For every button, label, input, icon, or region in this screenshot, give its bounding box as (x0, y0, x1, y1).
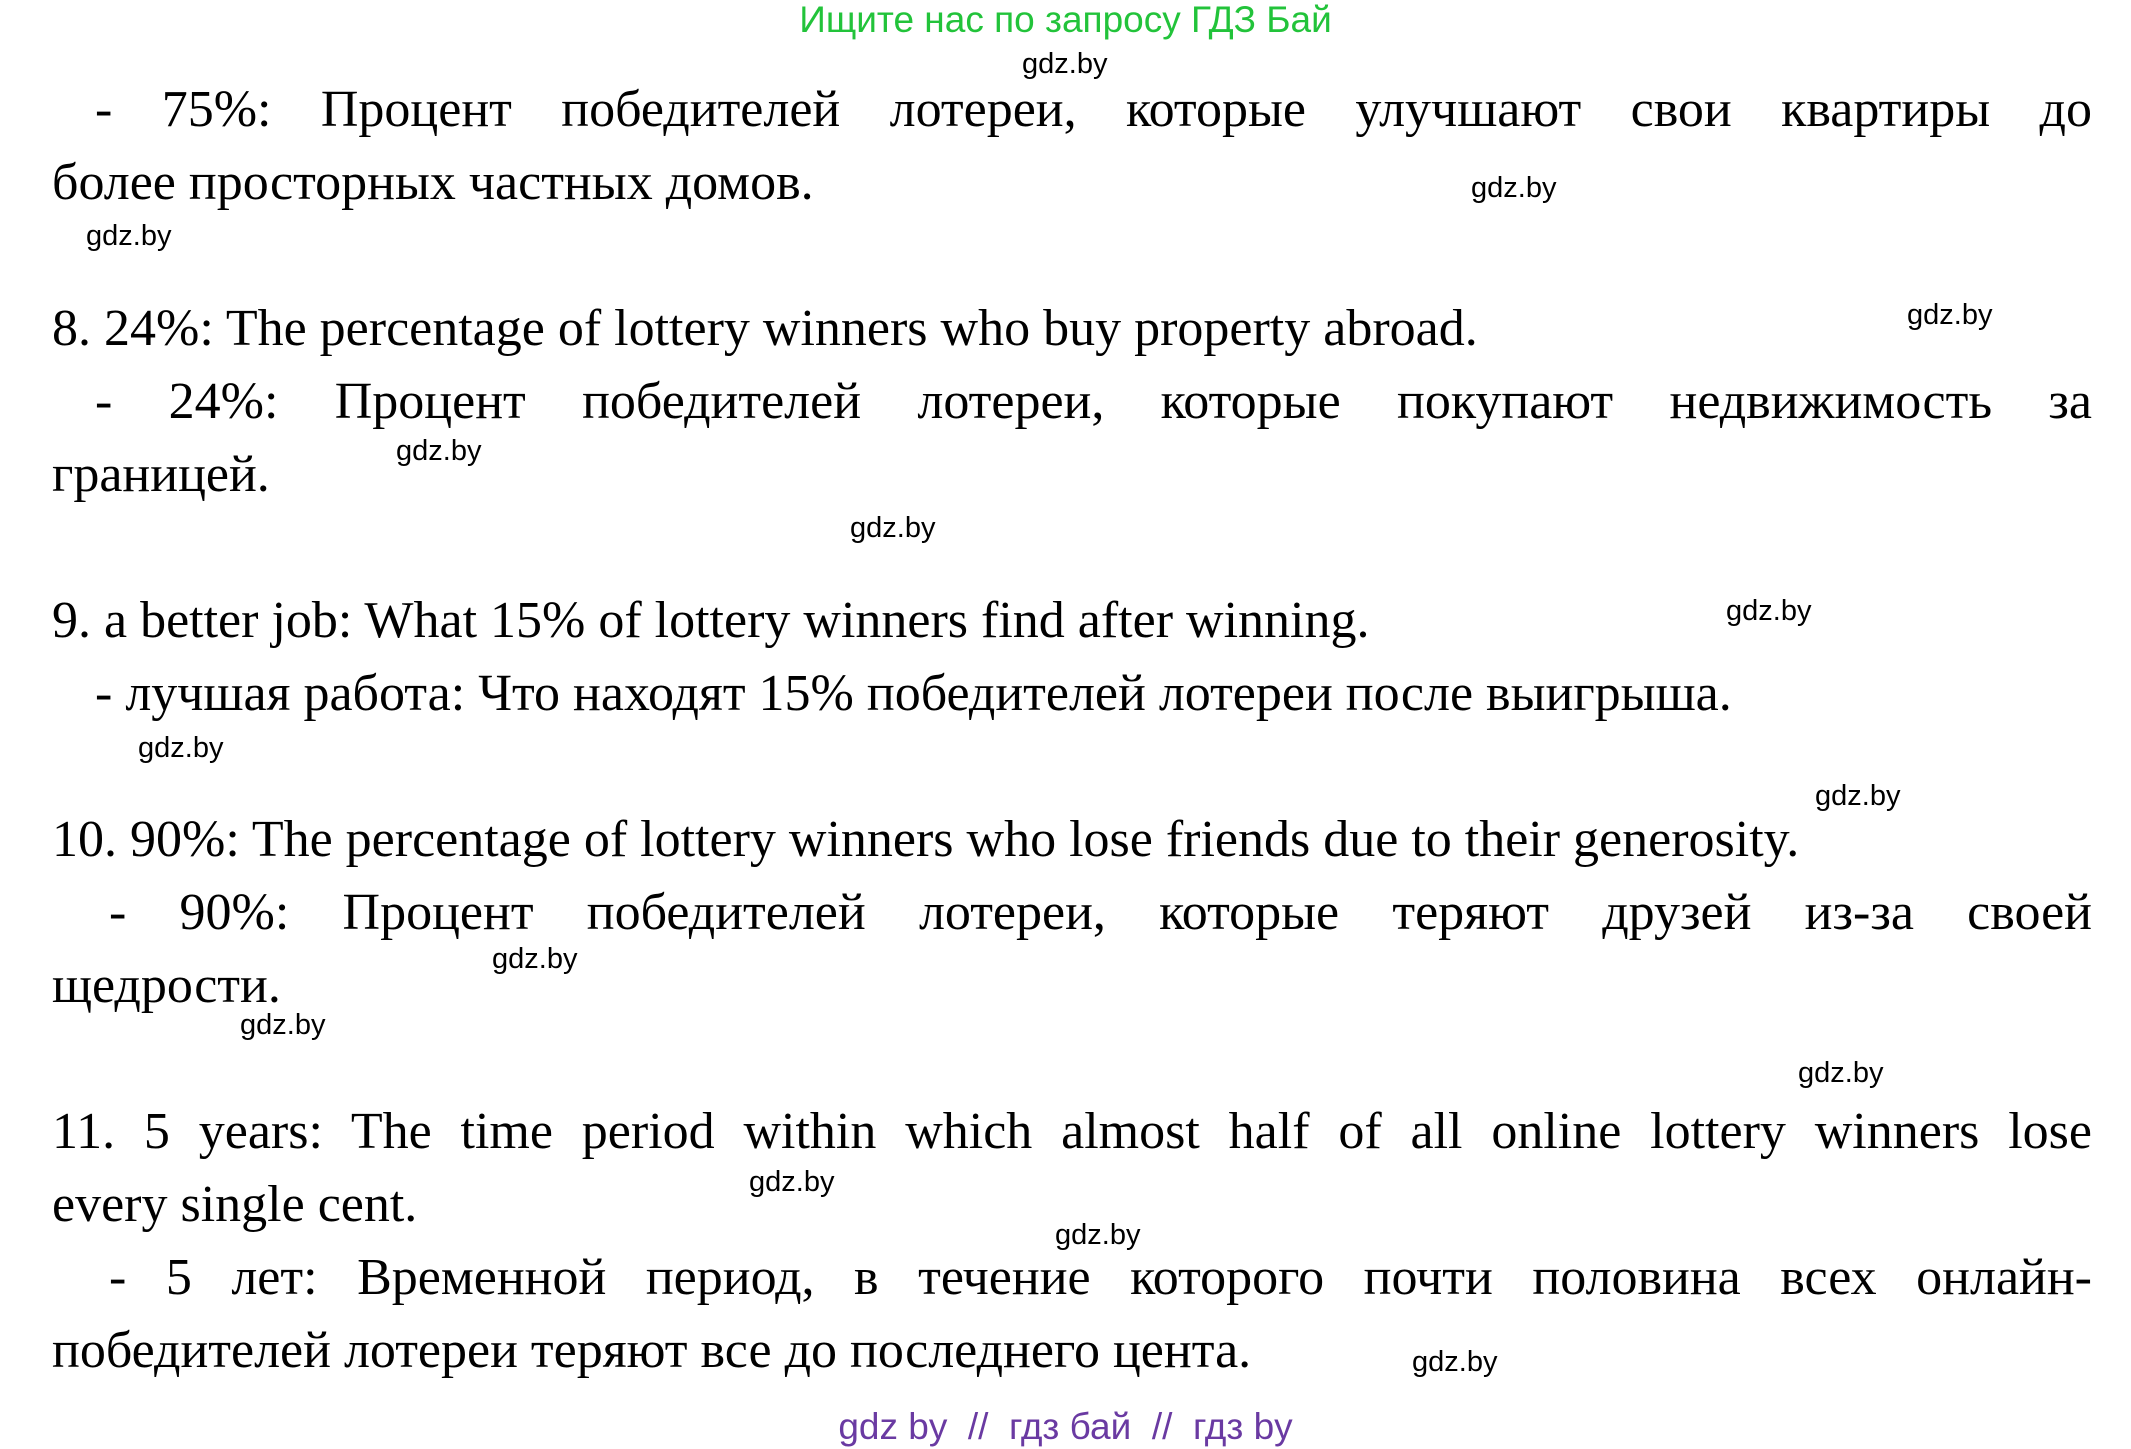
text-line: границей. (52, 446, 270, 503)
site-banner: Ищите нас по запросу ГДЗ Бай (799, 0, 1332, 40)
watermark: gdz.by (86, 220, 172, 252)
text-line: 10. 90%: The percentage of lottery winners who lose friends due to their generosity. (52, 811, 1800, 868)
text-line: - 75%: Процент победителей лотереи, которые улучшают свои квартиры до (95, 81, 2092, 138)
watermark: gdz.by (1412, 1346, 1498, 1378)
site-footer: gdz by // гдз бай // гдз by (838, 1406, 1293, 1447)
text-line: - 24%: Процент победителей лотереи, которые покупают недвижимость за (95, 373, 2092, 430)
watermark: gdz.by (138, 732, 224, 764)
text-line: победителей лотереи теряют все до последнего цента. (52, 1322, 1252, 1379)
watermark: gdz.by (1907, 299, 1993, 331)
text-line: щедрости. (52, 957, 281, 1014)
watermark: gdz.by (1471, 172, 1557, 204)
watermark: gdz.by (1798, 1057, 1884, 1089)
text-line: более просторных частных домов. (52, 154, 814, 211)
watermark: gdz.by (1726, 595, 1812, 627)
text-line: - лучшая работа: Что находят 15% победителей лотереи после выигрыша. (95, 665, 1732, 722)
text-line: 8. 24%: The percentage of lottery winners who buy property abroad. (52, 300, 1478, 357)
text-line: - 90%: Процент победителей лотереи, которые теряют друзей из-за своей (109, 884, 2092, 941)
watermark: gdz.by (1055, 1219, 1141, 1251)
text-line: every single cent. (52, 1176, 418, 1233)
text-line: 9. a better job: What 15% of lottery winners find after winning. (52, 592, 1370, 649)
text-line: - 5 лет: Временной период, в течение которого почти половина всех онлайн- (109, 1249, 2092, 1306)
watermark: gdz.by (749, 1166, 835, 1198)
watermark: gdz.by (1815, 780, 1901, 812)
watermark: gdz.by (240, 1009, 326, 1041)
watermark: gdz.by (850, 512, 936, 544)
watermark: gdz.by (492, 943, 578, 975)
text-line: 11. 5 years: The time period within which almost half of all online lottery winners lose (52, 1103, 2092, 1160)
watermark: gdz.by (396, 435, 482, 467)
watermark: gdz.by (1022, 48, 1108, 80)
